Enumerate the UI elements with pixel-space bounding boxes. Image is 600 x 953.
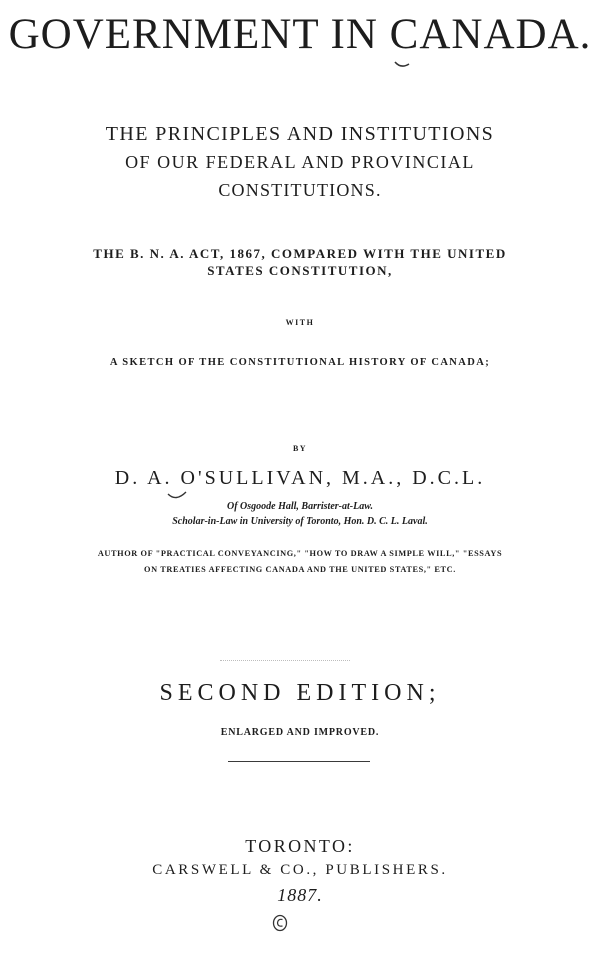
other-works-line-2: ON TREATIES AFFECTING CANADA AND THE UNITED STATES," ETC. — [144, 565, 456, 574]
affiliation-line-2: Scholar-in-Law in University of Toronto, Hon. D. C. L. Laval. — [172, 516, 428, 527]
pencil-mark-icon — [392, 58, 412, 72]
edition-note: ENLARGED AND IMPROVED. — [220, 727, 380, 738]
subtitle-line-1: THE PRINCIPLES AND INSTITUTIONS — [105, 123, 495, 145]
bna-line-1: THE B. N. A. ACT, 1867, COMPARED WITH THE UNITED — [93, 246, 507, 261]
with-word: WITH — [285, 318, 315, 327]
affiliation-line-1: Of Osgoode Hall, Barrister-at-Law. — [226, 501, 373, 512]
bna-line-2: STATES CONSTITUTION, — [207, 263, 393, 278]
publisher-name: CARSWELL & CO., PUBLISHERS. — [152, 862, 448, 878]
other-works-line-1: AUTHOR OF "PRACTICAL CONVEYANCING," "HOW TO DRAW A SIMPLE WILL," "ESSAYS — [97, 549, 503, 558]
edition-label: SECOND EDITION; — [159, 680, 441, 706]
page-title: GOVERNMENT IN CANADA. — [8, 11, 592, 58]
faint-divider — [220, 660, 350, 662]
library-stamp-icon — [272, 914, 288, 932]
place-of-publication: TORONTO: — [245, 836, 355, 856]
by-word: BY — [292, 444, 308, 453]
author-name: D. A. O'SULLIVAN, M.A., D.C.L. — [114, 467, 486, 489]
subtitle-line-3: CONSTITUTIONS. — [218, 180, 382, 200]
divider-rule — [228, 761, 370, 762]
sketch-line: A SKETCH OF THE CONSTITUTIONAL HISTORY OF CANADA; — [109, 357, 491, 368]
pencil-mark-icon — [166, 488, 188, 502]
publication-year: 1887. — [277, 885, 323, 905]
subtitle-line-2: OF OUR FEDERAL AND PROVINCIAL — [125, 152, 475, 172]
